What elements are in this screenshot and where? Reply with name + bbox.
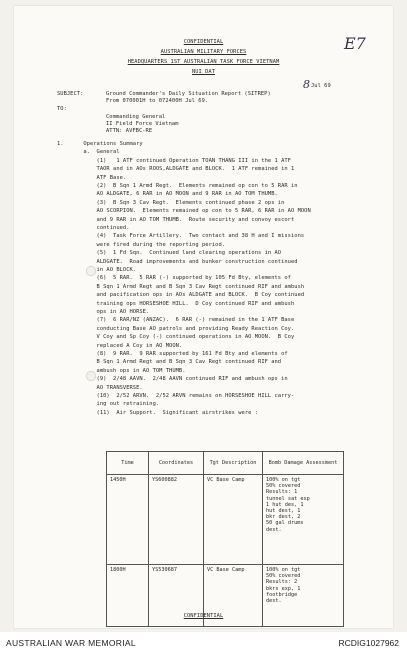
report-line: (6) 5 RAR. 5 RAR (-) supported by 105 Fd Bty, elements of: [57, 275, 291, 282]
col-header-bda: Bomb Damage Assessment: [263, 452, 344, 475]
report-line: ATF Base.: [57, 174, 127, 181]
report-line: ing out retraining.: [57, 401, 160, 408]
report-line: (10) 2/52 ARVN. 2/52 ARVN remains on HORSESHOE HILL carry-: [57, 393, 295, 399]
cell-time: 1800H: [107, 565, 149, 627]
location: NUI DAT: [191, 69, 216, 75]
report-line: (2) B Sqn 1 Armd Regt. Elements remained op con to 5 RAR in: [57, 183, 298, 189]
subject-line: Ground Commander's Daily Situation Report (SITREP): [106, 91, 271, 97]
report-line: ops in AO HORSE.: [57, 309, 150, 315]
report-line: (11) Air Support. Significant airstrikes were :: [57, 409, 259, 416]
report-line: TAOR and in AOs ROOS,ALDGATE and BLOCK. 1 ATF remained in 1: [57, 166, 295, 173]
cell-coordinates: YS530687: [149, 565, 204, 627]
cell-bda: 100% on tgt 50% covered Results: 1 tunnel sat exp 1 hut des, 1 hut dest, 1 bkr dest, 2 50 gal drums dest.: [263, 475, 344, 565]
to-line: Commanding General: [106, 114, 166, 120]
report-line: (3) B Sqn 3 Cav Regt. Elements continued phase 2 ops in: [57, 199, 285, 206]
report-line: 1. Operations Summary: [57, 141, 143, 147]
airstrike-table: [106, 451, 344, 627]
report-line: (7) 6 RAR/NZ (ANZAC). 6 RAR (-) remained in the 1 ATF Base: [57, 317, 295, 324]
handwritten-ref: E7: [344, 34, 366, 53]
to-label: TO:: [57, 106, 67, 112]
date: Jul 69: [311, 83, 331, 89]
to-line: ATTN: AVFBC-RE: [106, 128, 153, 134]
report-line: (9) 2/48 AAVN. 2/48 AAVN continued RIF and ambush ops in: [57, 376, 288, 383]
cell-bda: 100% on tgt 50% covered Results: 2 bkrs exp, 1 footbridge dest.: [263, 565, 344, 627]
report-line: a. General: [57, 149, 120, 156]
cell-description: VC Base Camp: [204, 475, 263, 565]
institution-name: AUSTRALIAN WAR MEMORIAL: [6, 638, 136, 648]
report-line: conducting Base AO patrols and providing Ready Reaction Coy.: [57, 325, 295, 332]
report-line: ambush ops in AO TOM THUMB.: [57, 367, 186, 374]
archive-footer: [0, 632, 407, 654]
col-header-description: Tgt Description: [204, 452, 263, 475]
report-line: ALDGATE. Road improvements and bunker construction continued: [57, 258, 298, 265]
headquarters: HEADQUARTERS 1ST AUSTRALIAN TASK FORCE VIETNAM: [127, 59, 280, 65]
subject-label: SUBJECT:: [57, 91, 84, 97]
record-id: RCDIG1027962: [338, 638, 399, 648]
report-line: (8) 9 RAR. 9 RAR supported by 161 Fd Bty and elements of: [57, 351, 288, 357]
classification-top: CONFIDENTIAL: [183, 39, 224, 45]
report-line: (4) Task Force Artillery. Two contact and 38 H and I missions: [57, 233, 305, 240]
report-line: and pacification ops in AOs ALDGATE and BLOCK. B Coy continued: [57, 292, 305, 299]
report-line: were fired during the reporting period.: [57, 241, 226, 248]
report-line: AO ALDGATE, 6 RAR in AO MOON and 9 RAR in AO TOM THUMB.: [57, 191, 278, 198]
report-line: (5) 1 Fd Sqn. Continued land clearing operations in AO: [57, 250, 282, 257]
organization: AUSTRALIAN MILITARY FORCES: [160, 49, 247, 55]
col-header-coordinates: Coordinates: [149, 452, 204, 475]
report-line: B Sqn 1 Armd Regt and B Sqn 3 Cav Regt continued RIF and: [57, 359, 282, 366]
to-line: II Field Force Vietnam: [106, 121, 179, 127]
cell-time: 1450H: [107, 475, 149, 565]
report-line: B Sqn 1 Armd Regt and B Sqn 3 Cav Regt continued RIF and ambush: [57, 283, 305, 290]
table-row: [107, 475, 344, 565]
report-line: AO TRANSVERSE.: [57, 384, 143, 391]
classification-bottom: CONFIDENTIAL: [183, 613, 224, 619]
report-line: continued.: [57, 225, 130, 231]
cell-coordinates: YS600882: [149, 475, 204, 565]
report-line: training ops HORSESHOE HILL. D Coy continued RIF and ambush: [57, 300, 295, 307]
document-page: [14, 6, 393, 628]
report-line: AO SCORPION. Elements remained op con to 5 RAR, 6 RAR in AO MOON: [57, 208, 311, 215]
col-header-time: Time: [107, 452, 149, 475]
report-line: (1) 1 ATF continued Operation TOAN THANG III in the 1 ATF: [57, 157, 291, 164]
cell-description: VC Base Camp: [204, 565, 263, 627]
subject-line: From 070001H to 072400H Jul 69.: [106, 98, 209, 104]
handwritten-date-digit: 8: [303, 78, 310, 91]
report-line: in AO BLOCK.: [57, 267, 137, 273]
table-header-row: [107, 452, 344, 475]
report-line: replaced A Coy in AO MOON.: [57, 342, 183, 349]
report-line: V Coy and Sp Coy (-) continued operations in AO MOON. B Coy: [57, 334, 295, 341]
report-line: and 9 RAR in AO TOM THUMB. Route security and convoy escort: [57, 216, 295, 223]
